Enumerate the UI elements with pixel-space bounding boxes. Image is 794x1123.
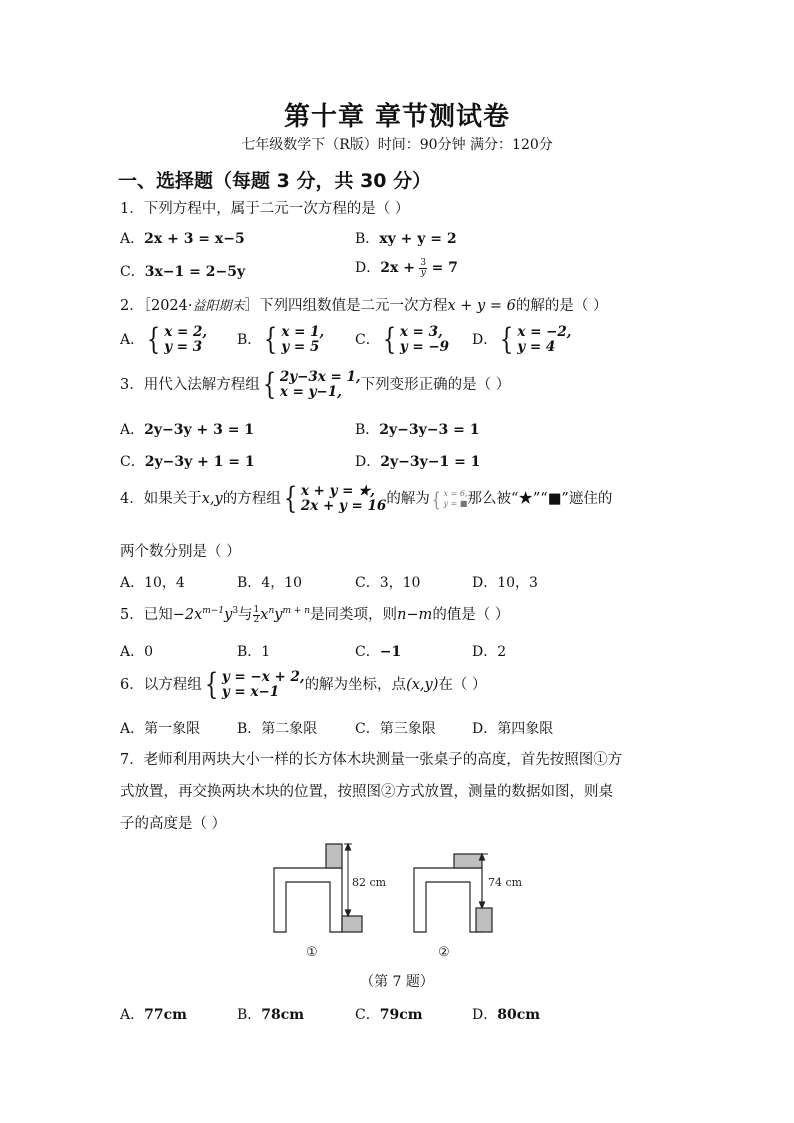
q7-stem-line1: 7．老师利用两块大小一样的长方体木块测量一张桌子的高度，首先按照图①方 [120,752,623,768]
q5-option-d[interactable]: D．2 [472,644,507,660]
page-subtitle: 七年级数学下（R版）时间：90分钟 满分：120分 [241,137,553,153]
q3-option-c[interactable]: C．2y−3y + 1 = 1 [120,454,255,470]
q3-option-a[interactable]: A．2y−3y + 3 = 1 [120,422,255,438]
q7-figure-2 [410,838,540,968]
wood-block-top [326,844,342,868]
q1-a-eq: 2x + 3 = x−5 [144,231,245,247]
q1-d-fraction: $\frac{3}{y}$ [420,257,427,278]
q2-option-d[interactable]: D． { x = −2, y = 4 [472,322,572,357]
q4-option-c[interactable]: C．3，10 [355,575,421,591]
figure-caption: （第 7 题） [360,974,434,990]
q5-option-b[interactable]: B．1 [237,644,271,660]
q4-option-a[interactable]: A．10，4 [120,575,185,591]
wood-block-bottom [342,916,362,932]
q1-c-eq: 3x−1 = 2−5y [144,264,246,280]
table-shape [274,868,342,932]
q1-option-c[interactable]: C．3x−1 = 2−5y [120,264,246,280]
q4-option-b[interactable]: B．4，10 [237,575,303,591]
q6-option-a[interactable]: A．第一象限 [120,721,201,737]
table-shape [414,868,482,932]
fig2-label: ② [438,945,450,960]
q6-stem: 6．以方程组 { y = −x + 2, y = x−1 的解为坐标，点(x,y)在（ ） [120,667,487,702]
q7-figure-1 [270,838,400,968]
q3-stem: 3．用代入法解方程组 { 2y−3x = 1, x = y−1, 下列变形正确的是（ ） [120,367,511,402]
q6-option-d[interactable]: D．第四象限 [472,721,554,737]
q4-option-d[interactable]: D．10，3 [472,575,538,591]
q7-option-a[interactable]: A．77cm [120,1007,187,1023]
q1-option-d[interactable]: D．2x + $\frac{3}{y}$ = 7 [355,257,458,278]
q5-option-a[interactable]: A．0 [120,644,154,660]
fig2-measure-label: 74 cm [488,876,523,889]
section-heading: 一、选择题（每题 3 分，共 30 分） [118,170,432,192]
q3-option-d[interactable]: D．2y−3y−1 = 1 [355,454,481,470]
q2-option-c[interactable]: C． { x = 3, y = −9 [355,322,450,357]
q3-option-b[interactable]: B．2y−3y−3 = 1 [355,422,480,438]
q5-option-c[interactable]: C．−1 [355,644,402,660]
wood-block-top [454,854,482,868]
q6-option-c[interactable]: C．第三象限 [355,721,436,737]
q7-stem-line2: 式放置，再交换两块木块的位置，按照图②方式放置，测量的数据如图，则桌 [120,784,613,800]
q5-stem: 5．已知$-2x^{m-1}y^3$与 $\frac{1}{2}$ $x^ny^{m + n}$是同类项，则n−m的值是（ ） [120,604,510,625]
q7-option-b[interactable]: B．78cm [237,1007,305,1023]
q7-option-c[interactable]: C．79cm [355,1007,423,1023]
wood-block-bottom [476,908,492,932]
q1-b-eq: xy + y = 2 [379,231,457,247]
fig1-label: ① [306,945,318,960]
page-title: 第十章 章节测试卷 [283,102,511,132]
q1-option-b[interactable]: B．xy + y = 2 [355,231,457,247]
q2-option-a[interactable]: A． { x = 2, y = 3 [120,322,208,357]
q1-option-a[interactable]: A．2x + 3 = x−5 [120,231,245,247]
fig1-measure-label: 82 cm [352,876,387,889]
q1-stem: 1．下列方程中，属于二元一次方程的是（ ） [120,201,410,217]
q4-stem: 4．如果关于x,y的方程组 { x + y = ★, 2x + y = 16 的解为 { x = 6, y = ■ 那么被“★”“■”遮住的 [120,481,613,516]
q2-stem: 2．［2024·益阳期末］下列四组数值是二元一次方程x + y = 6的解的是（ ） [120,298,608,314]
q2-option-b[interactable]: B． { x = 1, y = 5 [237,322,325,357]
q6-option-b[interactable]: B．第二象限 [237,721,318,737]
q4-stem-line2: 两个数分别是（ ） [120,544,241,560]
q7-stem-line3: 子的高度是（ ） [120,816,227,832]
q7-option-d[interactable]: D．80cm [472,1007,541,1023]
